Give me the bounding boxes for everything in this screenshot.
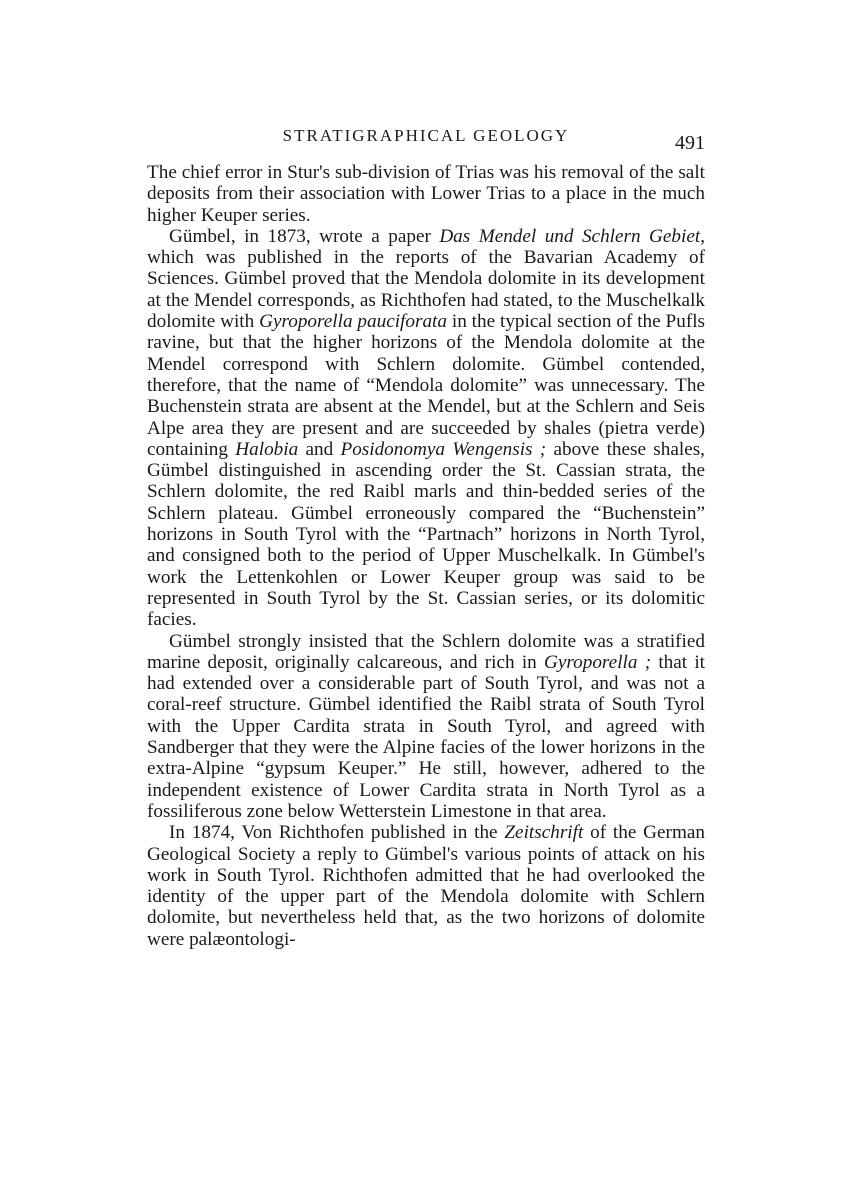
text-run: of the German Geological Society a reply to Gümbel's various points of attack on his work in South Tyrol. Richthofen admitted that he had overlooked the identity of the upper part of the Mendola dolomite with Schlern dolomite, but nevertheless held that, as the two horizons of dolomite were palæontologi- [147, 822, 705, 950]
paragraph [147, 631, 705, 823]
text-run: Gümbel, in 1873, wrote a paper [169, 225, 440, 247]
paragraph [147, 822, 705, 950]
text-run: above these shales, Gümbel distinguished in ascending order the St. Cassian strata, the Schlern dolomite, the red Raibl marls and thin-bedded series of the Schlern plateau. Gümbel erroneously compared the “Buchenstein” horizons in South Tyrol with the “Partnach” horizons in North Tyrol, and consigned both to the period of Upper Muschelkalk. In Gümbel's work the Lettenkohlen or Lower Keuper group was said to be represented in South Tyrol by the St. Cassian series, or its dolomitic facies. [147, 438, 705, 631]
text-run: and [298, 438, 341, 460]
paragraph [147, 162, 705, 226]
italic-text: Gyroporella pauciforata [259, 311, 447, 333]
body-text [147, 162, 705, 950]
italic-text: Das Mendel und Schlern Gebiet [439, 225, 701, 247]
text-run: The chief error in Stur's sub-division of Trias was his removal of the salt deposits from their association with Lower Trias to a place in the much higher Keuper series. [147, 162, 705, 226]
book-page [147, 124, 705, 950]
paragraph [147, 226, 705, 631]
running-title: STRATIGRAPHICAL GEOLOGY [282, 126, 570, 145]
italic-text: Gyroporella ; [544, 651, 652, 673]
text-run: In 1874, Von Richthofen published in the [169, 822, 505, 844]
text-run: Gümbel strongly insisted that the Schlern dolomite was a stratified marine deposit, originally calcareous, and rich in [147, 630, 705, 673]
italic-text: Halobia [235, 438, 299, 460]
italic-text: Zeitschrift [504, 822, 584, 844]
text-run: that it had extended over a considerable part of South Tyrol, and was not a coral-reef structure. Gümbel identified the Raibl strata of South Tyrol with the Upper Cardita strata in South Tyrol, and agreed with Sandberger that they were the Alpine facies of the lower horizons in the extra-Alpine “gypsum Keuper.” He still, however, adhered to the independent existence of Lower Cardita strata in North Tyrol as a fossiliferous zone below Wetterstein Limestone in that area. [147, 651, 706, 822]
page-number: 491 [675, 132, 705, 154]
running-head [147, 124, 705, 162]
text-run: , which was published in the reports of the Bavarian Academy of Sciences. Gümbel proved that the Mendola dolomite in its development at the Mendel corresponds, as Richthofen had stated, to the Muschelkalk dolomite with [147, 225, 705, 333]
text-run: in the typical section of the Pufls ravine, but that the higher horizons of the Mendola dolomite at the Mendel correspond with Schlern dolomite. Gümbel contended, therefore, that the name of “Mendola dolomite” was unnecessary. The Buchenstein strata are absent at the Mendel, but at the Schlern and Seis Alpe area they are present and are succeeded by shales (pietra verde) containing [147, 311, 706, 460]
italic-text: Posidonomya Wengensis ; [340, 438, 547, 460]
